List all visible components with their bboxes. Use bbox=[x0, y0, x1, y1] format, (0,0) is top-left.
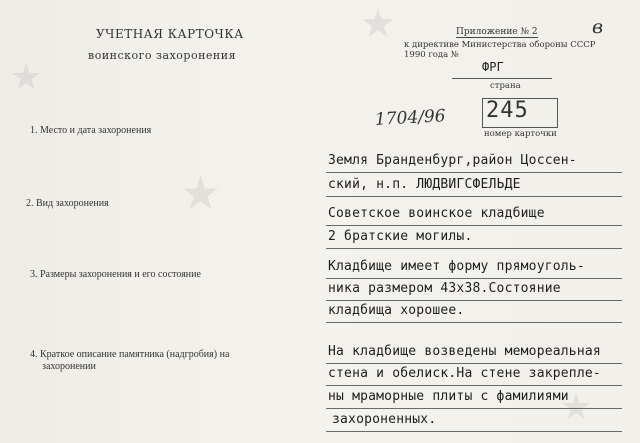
handwritten-mark: в bbox=[592, 16, 604, 38]
country-underline bbox=[452, 78, 552, 79]
field-rule bbox=[326, 278, 622, 279]
country-label: страна bbox=[490, 81, 521, 91]
appendix-label-text: Приложение № 2 bbox=[456, 27, 538, 37]
field-value-line: стена и обелиск.На стене закрепле- bbox=[328, 366, 601, 381]
field-label-place-date: 1. Место и дата захоронения bbox=[30, 125, 152, 136]
watermark-star-icon: ★ bbox=[180, 166, 222, 220]
field-value-line: кладбища хорошее. bbox=[328, 303, 465, 318]
field-value-line: ника размером 43х38.Состояние bbox=[328, 281, 561, 296]
field-rule bbox=[326, 172, 622, 173]
field-value-line: Кладбище имеет форму прямоуголь- bbox=[328, 259, 585, 274]
field-rule bbox=[326, 431, 622, 432]
field-label-monument-desc: 4. Краткое описание памятника (надгробия) на bbox=[30, 349, 230, 360]
card-number-label: номер карточки bbox=[484, 129, 557, 139]
field-rule bbox=[326, 196, 622, 197]
field-value-line: Земля Бранденбург,район Цоссен- bbox=[328, 153, 577, 168]
watermark-star-icon: ★ bbox=[360, 1, 396, 47]
appendix-year: 1990 года № bbox=[404, 50, 459, 60]
field-value-line: ский, н.п. ЛЮДВИГСФЕЛЬДЕ bbox=[328, 177, 521, 192]
field-rule bbox=[326, 408, 622, 409]
field-rule bbox=[326, 322, 622, 323]
field-rule bbox=[326, 300, 622, 301]
country-value: ФРГ bbox=[482, 60, 504, 74]
field-rule bbox=[326, 363, 622, 364]
field-value-line: ны мраморные плиты с фамилиями bbox=[328, 389, 569, 404]
field-value-line: 2 братские могилы. bbox=[328, 229, 473, 244]
card-title: УЧЕТНАЯ КАРТОЧКА bbox=[96, 27, 244, 41]
appendix-label bbox=[456, 27, 538, 37]
watermark-star-icon: ★ bbox=[10, 57, 43, 98]
card-number: 245 bbox=[486, 98, 529, 123]
field-rule bbox=[326, 225, 622, 226]
field-rule bbox=[326, 248, 622, 249]
watermark-star-icon: ★ bbox=[560, 387, 593, 428]
field-rule bbox=[326, 385, 622, 386]
field-value-line: Советское воинское кладбище bbox=[328, 206, 545, 221]
appendix-directive: к директиве Министерства обороны СССР bbox=[404, 40, 596, 50]
field-label-burial-type: 2. Вид захоронения bbox=[26, 198, 109, 209]
field-label-monument-desc-cont: захоронении bbox=[42, 361, 96, 372]
field-label-size-condition: 3. Размеры захоронения и его состояние bbox=[30, 269, 201, 280]
handwritten-reference: 1704/96 bbox=[374, 106, 447, 130]
field-value-line: захороненных. bbox=[332, 412, 437, 427]
field-value-line: На кладбище возведены мемореальная bbox=[328, 344, 601, 359]
card-subtitle: воинского захоронения bbox=[88, 49, 237, 62]
